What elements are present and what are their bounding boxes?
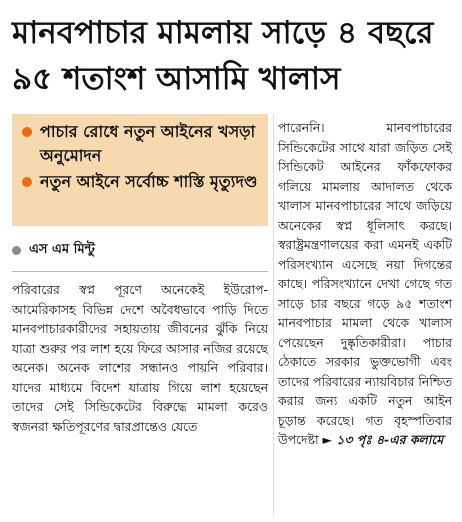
- body-text-left: পরিবারের স্বপ্ন পূরণে অনেকেই ইউরোপ-আমেরিকাসহ বিভিন্ন দেশে অবৈধভাবে পাড়ি দিতে মানবপাচারকারীদের সহায়তায় জীবনের ঝুঁকি নিয়ে যাত্রা শুরুর পর লাশ হয়ে ফিরে আসার নজির রয়েছে অনেক। অনেক লাশের সন্ধানও পায়নি পরিবার। যাদের মাধ্যমে বিদেশ যাত্রায় গিয়ে লাশ হয়েছেন তাদের সেই সিন্ডিকেটের বিরুদ্ধে মামলা করেও স্বজনরা ক্ষতিপূরণের দ্বারপ্রান্তেও যেতে: [12, 282, 268, 434]
- bullet-icon: [22, 127, 32, 137]
- subhead-item: [20, 170, 260, 194]
- body-text-right-content: পারেননি। মানবপাচারের সিন্ডিকেটের সাথে যারা জড়িত সেই সিন্ডিকেট আইনের ফাঁকফোকর গলিয়ে মামলায় আদালত থেকে খালাস মানবপাচারের সাথে জড়িয়ে অনেকের স্বপ্ন ধূলিসাৎ করছে। স্বরাষ্ট্রমন্ত্রণালয়ের করা এমনই একটি পরিসংখ্যান এসেছে নয়া দিগন্তের কাছে। পরিসংখ্যানে দেখা গেছে গত সাড়ে চার বছরে গড়ে ৯৫ শতাংশ মানবপাচার মামলা থেকে খালাস পেয়েছেন দুষ্কৃতিকারীরা। পাচার ঠেকাতে সরকার ভুক্তভোগী এবং তাদের পরিবারের ন্যায়বিচার নিশ্চিত করার জন্য একটি নতুন আইন চূড়ান্ত করেছে। গত বৃহস্পতিবার উপদেষ্টা: [278, 120, 452, 447]
- bullet-icon: [22, 177, 32, 187]
- byline-row: [12, 240, 268, 261]
- subhead-item: [20, 120, 260, 168]
- subhead-box: [12, 114, 268, 226]
- continued-on-link[interactable]: ► ১৩ পৃঃ ৪-এর কলামে: [322, 432, 444, 447]
- left-column: [12, 114, 268, 516]
- byline: এস এম মিন্টু: [29, 242, 95, 257]
- continued-on-text: ১৩ পৃঃ ৪-এর কলামে: [336, 432, 444, 447]
- byline-divider: [12, 271, 268, 272]
- subhead-text: নতুন আইনে সর্বোচ্চ শাস্তি মৃত্যুদণ্ড: [40, 172, 258, 191]
- body-text-right: [278, 118, 452, 450]
- subhead-text: পাচার রোধে নতুন আইনের খসড়া অনুমোদন: [40, 122, 256, 165]
- right-column: [278, 114, 452, 516]
- headline-line-1: মানবপাচার মামলায় সাড়ে ৪ বছরে: [12, 15, 434, 51]
- byline-dot-icon: [12, 246, 21, 255]
- article-columns: [12, 114, 452, 516]
- column-divider: [273, 114, 274, 516]
- headline: [12, 10, 450, 102]
- headline-line-2: ৯৫ শতাংশ আসামি খালাস: [12, 61, 341, 97]
